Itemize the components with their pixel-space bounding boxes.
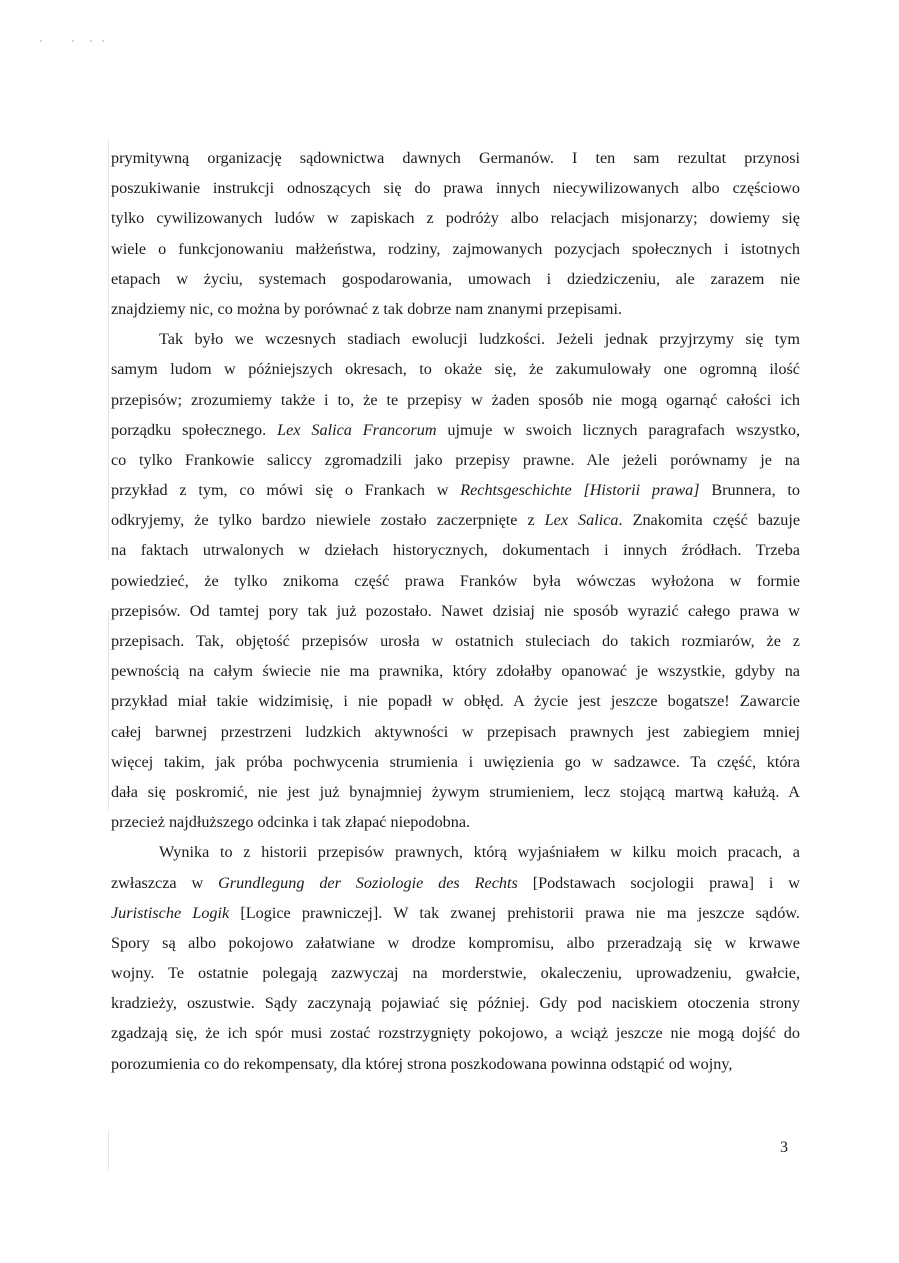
italic-title: Grundlegung der Soziologie des Rechts [218, 873, 518, 892]
text-run: wiele o funkcjonowaniu małżeństwa, rodziny, zajmowanych pozycjach społecznych i istotnych [111, 239, 800, 258]
text-line [111, 445, 800, 475]
text-run: odkryjemy, że tylko bardzo niewiele zostało zaczerpnięte z [111, 511, 545, 530]
text-run: powiedzieć, że tylko znikoma część prawa Franków była wówczas wyłożona w formie [111, 571, 800, 590]
text-line [111, 324, 800, 354]
scan-margin-line [108, 140, 109, 560]
text-run: samym ludom w późniejszych okresach, to okaże się, że zakumulowały one ogromną ilość [111, 360, 800, 379]
text-line [111, 898, 800, 928]
text-run: [Logice prawniczej]. W tak zwanej prehistorii prawa nie ma jeszcze sądów. [229, 903, 800, 922]
text-run: . Znakomita część bazuje [618, 511, 801, 530]
text-line [111, 294, 800, 324]
text-line [111, 475, 800, 505]
text-run: porządku społecznego. [111, 420, 278, 439]
text-run: więcej takim, jak próba pochwycenia strumienia i uwięzienia go w sadzawce. Ta część, która [111, 752, 800, 771]
text-run: prymitywną organizację sądownictwa dawnych Germanów. I ten sam rezultat przynosi [111, 149, 800, 167]
text-line [111, 777, 800, 807]
text-run: dała się poskromić, nie jest już bynajmniej żywym strumieniem, lecz stojącą martwą kałużą. A [111, 782, 800, 801]
scan-margin-line [108, 610, 109, 810]
text-line [111, 1049, 800, 1079]
text-line [111, 988, 800, 1018]
text-run: zwłaszcza w [111, 873, 219, 892]
text-run: etapach w życiu, systemach gospodarowania, umowach i dziedziczeniu, ale zarazem nie [111, 269, 800, 288]
text-line [111, 566, 800, 596]
text-line [111, 868, 800, 898]
text-run: przecież najdłuższego odcinka i tak złapać niepodobna. [111, 813, 471, 832]
text-line [111, 173, 800, 203]
text-run: całej barwnej przestrzeni ludzkich aktywności w przepisach prawnych jest zabiegiem mniej [111, 722, 800, 741]
text-line [111, 596, 800, 626]
text-run: co tylko Frankowie saliccy zgromadzili jako przepisy prawne. Ale jeżeli porównamy je na [111, 450, 800, 469]
text-run: Tak było we wczesnych stadiach ewolucji ludzkości. Jeżeli jednak przyjrzymy się tym [159, 330, 800, 349]
text-run: porozumienia co do rekompensaty, dla której strona poszkodowana powinna odstąpić od wojny, [111, 1054, 733, 1073]
text-run: Brunnera, to [699, 481, 801, 500]
text-line [111, 354, 800, 384]
text-run: znajdziemy nic, co można by porównać z tak dobrze nam znanymi przepisami. [111, 299, 623, 318]
text-line [111, 234, 800, 264]
text-run: Spory są albo pokojowo załatwiane w drodze kompromisu, albo przeradzają się w krwawe [111, 933, 800, 952]
paragraph [111, 324, 800, 837]
text-run: przepisów. Od tamtej pory tak już pozostało. Nawet dzisiaj nie sposób wyrazić całego prawa w [111, 601, 800, 620]
paragraph [111, 837, 800, 1079]
italic-title: Lex Salica [544, 511, 619, 530]
text-line [111, 505, 800, 535]
text-line [111, 415, 800, 445]
text-line [111, 535, 800, 565]
text-line [111, 928, 800, 958]
text-run: zgadzają się, że ich spór musi zostać rozstrzygnięty pokojowo, a wciąż jeszcze nie mogą dojść do [111, 1024, 800, 1043]
text-line [111, 203, 800, 233]
scan-specks [40, 40, 110, 46]
text-run: pewnością na całym świecie nie ma prawnika, który zdołałby opanować je wszystkie, gdyby na [111, 662, 800, 681]
text-run: przykład miał takie widzimisię, i nie popadł w obłęd. A życie jest jeszcze bogatsze! Zawarcie [111, 692, 800, 711]
text-line [111, 385, 800, 415]
paragraph [111, 143, 800, 324]
text-line [111, 626, 800, 656]
text-line [111, 264, 800, 294]
text-line [111, 1018, 800, 1048]
page-number: 3 [780, 1139, 788, 1156]
text-run: poszukiwanie instrukcji odnoszących się do prawa innych niecywilizowanych albo częściowo [111, 179, 800, 198]
text-line [111, 837, 800, 867]
text-line [111, 143, 800, 173]
text-run: ujmuje w swoich licznych paragrafach wszystko, [436, 420, 801, 439]
scan-margin-line [108, 1130, 109, 1170]
italic-title: Juristische Logik [111, 903, 230, 922]
text-run: kradzieży, oszustwie. Sądy zaczynają pojawiać się później. Gdy pod naciskiem otoczenia strony [111, 994, 800, 1013]
text-line [111, 807, 800, 837]
text-run: wojny. Te ostatnie polegają zazwyczaj na morderstwie, okaleczeniu, uprowadzeniu, gwałcie, [111, 964, 800, 983]
text-run: tylko cywilizowanych ludów w zapiskach z podróży albo relacjach misjonarzy; dowiemy się [111, 209, 800, 228]
text-line [111, 747, 800, 777]
body-text [111, 143, 800, 1079]
italic-title: Rechtsgeschichte [Historii prawa] [460, 481, 700, 500]
text-line [111, 717, 800, 747]
text-line [111, 656, 800, 686]
text-run: przepisach. Tak, objętość przepisów urosła w ostatnich stuleciach do takich rozmiarów, że z [111, 632, 800, 650]
text-run: Wynika to z historii przepisów prawnych, którą wyjaśniałem w kilku moich pracach, a [159, 843, 800, 862]
text-run: na faktach utrwalonych w dziełach historycznych, dokumentach i innych źródłach. Trzeba [111, 541, 800, 560]
text-line [111, 958, 800, 988]
text-run: przykład z tym, co mówi się o Frankach w [111, 481, 461, 500]
text-run: przepisów; zrozumiemy także i to, że te przepisy w żaden sposób nie mogą ogarnąć całości ich [111, 390, 800, 409]
text-line [111, 686, 800, 716]
italic-title: Lex Salica Francorum [277, 420, 437, 439]
text-run: [Podstawach socjologii prawa] i w [517, 873, 801, 892]
